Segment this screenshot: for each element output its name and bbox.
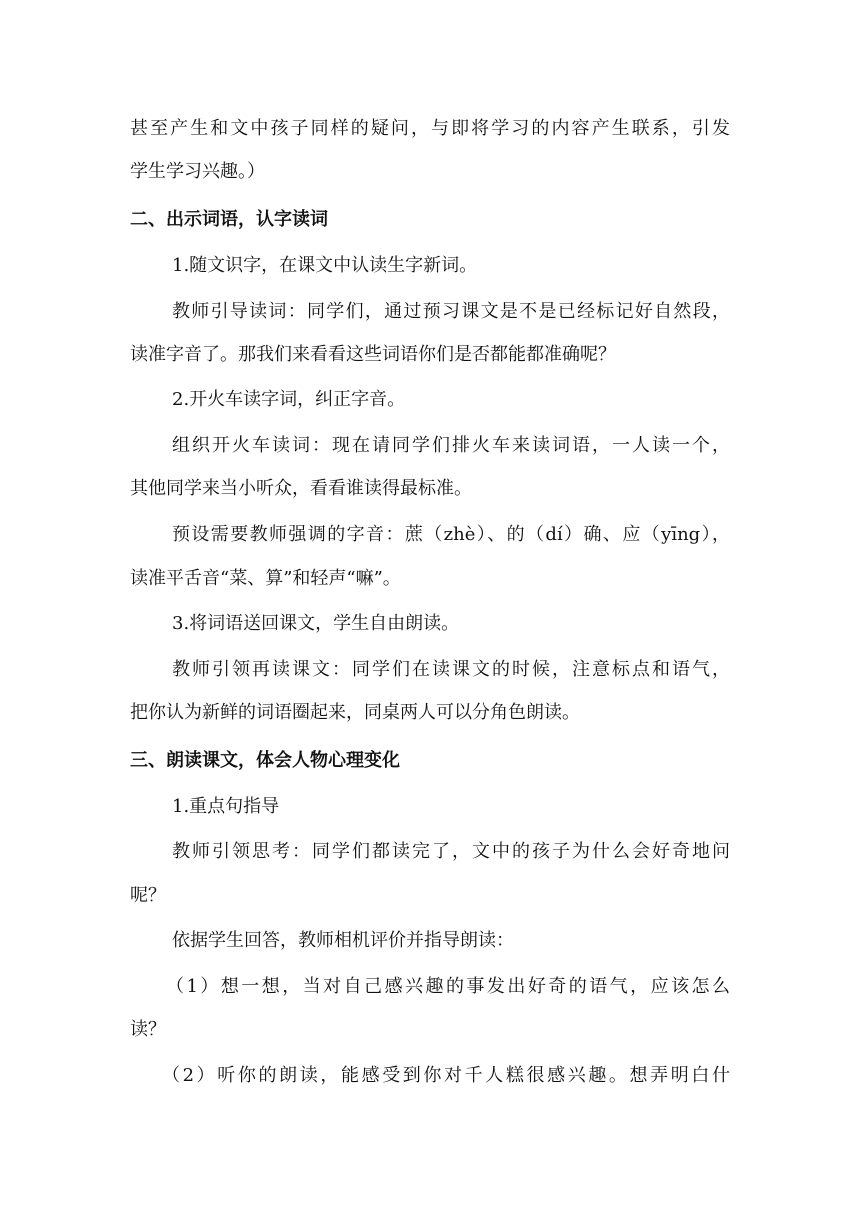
paragraph-line: 读？ [130, 1019, 166, 1040]
paragraph-line: 读准字音了。那我们来看看这些词语你们是否都能都准确呢？ [130, 344, 616, 365]
paragraph-line: 组织开火车读词：现在请同学们排火车来读词语，一人读一个， [172, 435, 730, 456]
paragraph-line: （1）想一想，当对自己感兴趣的事发出好奇的语气，应该怎么 [166, 976, 730, 997]
paragraph-line: 教师引领再读课文：同学们在读课文的时候，注意标点和语气， [172, 659, 730, 680]
paragraph-line: （2）听你的朗读，能感受到你对千人糕很感兴趣。想弄明白什 [162, 1065, 730, 1086]
paragraph-line: 把你认为新鲜的词语圈起来，同桌两人可以分角色朗读。 [130, 702, 580, 723]
section-heading: 三、朗读课文，体会人物心理变化 [130, 750, 400, 771]
paragraph-line: 3.将词语送回课文，学生自由朗读。 [172, 613, 460, 634]
paragraph-line: 读准平舌音“菜、算”和轻声“嘛”。 [130, 568, 401, 589]
paragraph-line: 呢？ [130, 885, 166, 906]
paragraph-line: 2.开火车读字词，纠正字音。 [172, 389, 406, 410]
paragraph-line: 1.重点句指导 [172, 796, 280, 817]
paragraph-line: 学生学习兴趣。） [130, 161, 265, 182]
paragraph-line: 依据学生回答，教师相机评价并指导朗读： [172, 930, 514, 951]
paragraph-line: 教师引导读词：同学们，通过预习课文是不是已经标记好自然段， [172, 301, 730, 322]
paragraph-line: 1.随文识字，在课文中认读生字新词。 [172, 255, 478, 276]
paragraph-line: 其他同学来当小听众，看看谁读得最标准。 [130, 478, 472, 499]
paragraph-line: 教师引领思考：同学们都读完了，文中的孩子为什么会好奇地问 [172, 841, 730, 862]
paragraph-line: 预设需要教师强调的字音：蔗（zhè）、的（dí）确、应（yīng）， [172, 524, 730, 545]
section-heading: 二、出示词语，认字读词 [130, 209, 328, 230]
paragraph-line: 甚至产生和文中孩子同样的疑问，与即将学习的内容产生联系，引发 [130, 118, 730, 139]
